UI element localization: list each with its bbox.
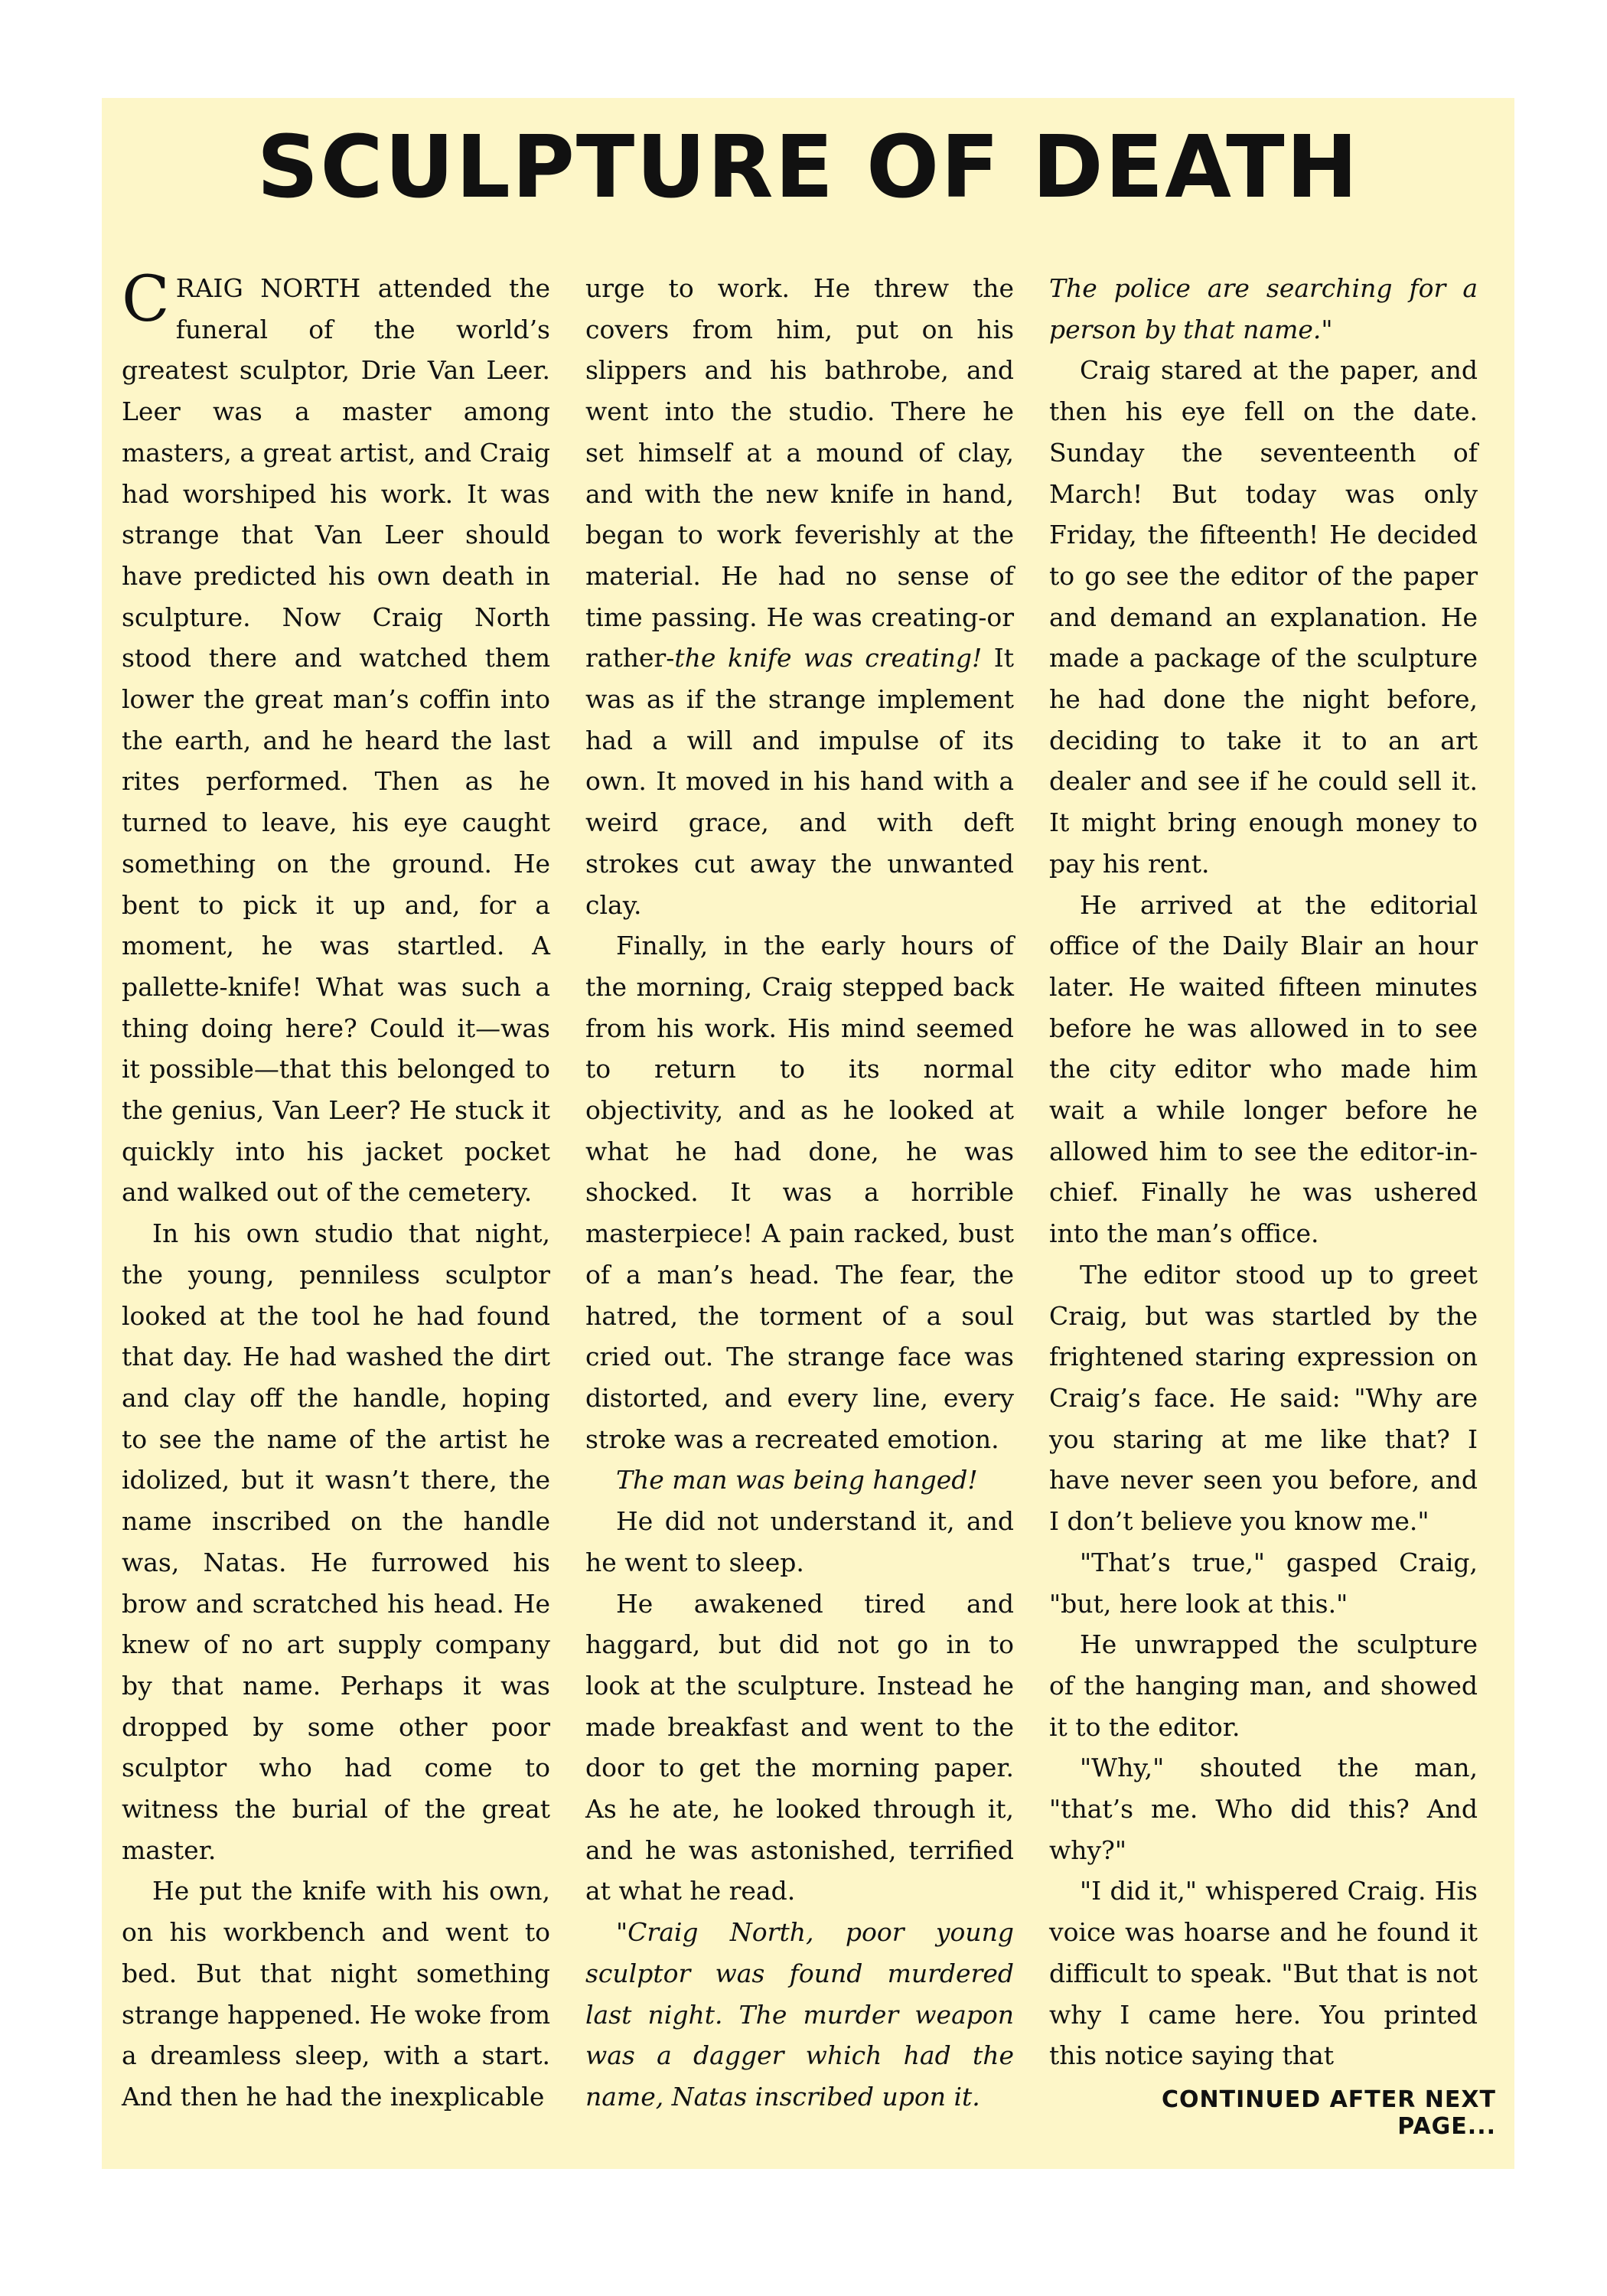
paragraph: He put the knife with his own, on his workbench and went to bed. But that night something strange happened. He woke from a dreamless sleep, with a start. And then he had the inexplicable xyxy=(122,1876,550,2112)
text-column-1 xyxy=(122,263,550,2118)
text-column-3 xyxy=(1049,268,1478,2076)
continued-notice: CONTINUED AFTER NEXT PAGE... xyxy=(1162,2086,1496,2140)
story-title: SCULPTURE OF DEATH xyxy=(256,118,1360,217)
drop-cap: C xyxy=(122,263,170,336)
paragraph-italic: The police are searching for a person by that name." xyxy=(1049,273,1478,344)
paragraph: He awakened tired and haggard, but did not go in to look at the sculpture. Instead he made breakfast and went to the door to get the morning paper. As he ate, he looked through it, and he was astonished, terrified at what he read. xyxy=(585,1588,1014,1906)
paragraph: Craig stared at the paper, and then his eye fell on the date. Sunday the seventeenth of March! But today was only Friday, the fifteenth! He decided to go see the editor of the paper and demand an explanation. He made a package of the sculpture he had done the night before, deciding to take it to an art dealer and see if he could sell it. It might bring enough money to pay his rent. xyxy=(1049,355,1478,879)
paragraph: He unwrapped the sculpture of the hanging man, and showed it to the editor. xyxy=(1049,1629,1478,1742)
text-column-2 xyxy=(585,268,1014,2118)
paragraph-italic: The man was being hanged! xyxy=(616,1465,978,1495)
paragraph: Finally, in the early hours of the morning, Craig stepped back from his work. His mind seemed to return to its normal objectivity, and as he looked at what he had done, he was shocked. It was a horrible masterpiece! A pain racked, bust of a man’s head. The fear, the hatred, the torment of a soul cried out. The strange face was distorted, and every line, every stroke was a recreated emotion. xyxy=(585,931,1014,1454)
paragraph: "That’s true," gasped Craig, "but, here look at this." xyxy=(1049,1547,1478,1619)
paragraph: "Why," shouted the man, "that’s me. Who did this? And why?" xyxy=(1049,1753,1478,1865)
paragraph: He arrived at the editorial office of the Daily Blair an hour later. He waited fifteen minutes before he was allowed in to see the city editor who made him wait a while longer before he allowed him to see the editor-in-chief. Finally he was ushered into the man’s office. xyxy=(1049,889,1478,1249)
paragraph: urge to work. He threw the covers from him, put on his slippers and his bathrobe, and went into the studio. There he set himself at a mound of clay, and with the new knife in hand, began to work feverishly at the material. He had no sense of time passing. He was creating-or rather-the knife was creating! It was as if the strange implement had a will and impulse of its own. It moved in his hand with a weird grace, and with deft strokes cut away the unwanted clay. xyxy=(585,273,1014,920)
paragraph: He did not understand it, and he went to sleep. xyxy=(585,1506,1014,1577)
paragraph: CRAIG NORTH attended the funeral of the world’s greatest sculptor, Drie Van Leer. Leer was a master among masters, a great artist, and Craig had worshiped his work. It was strange that Van Leer should have predicted his own death in sculpture. Now Craig North stood there and watched them lower the great man’s coffin into the earth, and he heard the last rites performed. Then as he turned to leave, his eye caught something on the ground. He bent to pick it up and, for a moment, he was startled. A pallette-knife! What was such a thing doing here? Could it—was it possible—that this belonged to the genius, Van Leer? He stuck it quickly into his jacket pocket and walked out of the cemetery. xyxy=(122,263,550,1208)
paragraph: The editor stood up to greet Craig, but was startled by the frightened staring expression on Craig’s face. He said: "Why are you staring at me like that? I have never seen you before, and I don’t believe you know me." xyxy=(1049,1259,1478,1537)
paragraph-italic: "Craig North, poor young sculptor was found murdered last night. The murder weapon was a dagger which had the name, Natas inscribed upon it. xyxy=(585,1917,1014,2112)
paragraph: "I did it," whispered Craig. His voice was hoarse and he found it difficult to speak. "But that is not why I came here. You printed this notice saying that xyxy=(1049,1876,1478,2071)
paragraph: In his own studio that night, the young, penniless sculptor looked at the tool he had found that day. He had washed the dirt and clay off the handle, hoping to see the name of the artist he idolized, but it wasn’t there, the name inscribed on the handle was, Natas. He furrowed his brow and scratched his head. He knew of no art supply company by that name. Perhaps it was dropped by some other poor sculptor who had come to witness the burial of the great master. xyxy=(122,1218,550,1865)
story-panel xyxy=(102,98,1514,2169)
